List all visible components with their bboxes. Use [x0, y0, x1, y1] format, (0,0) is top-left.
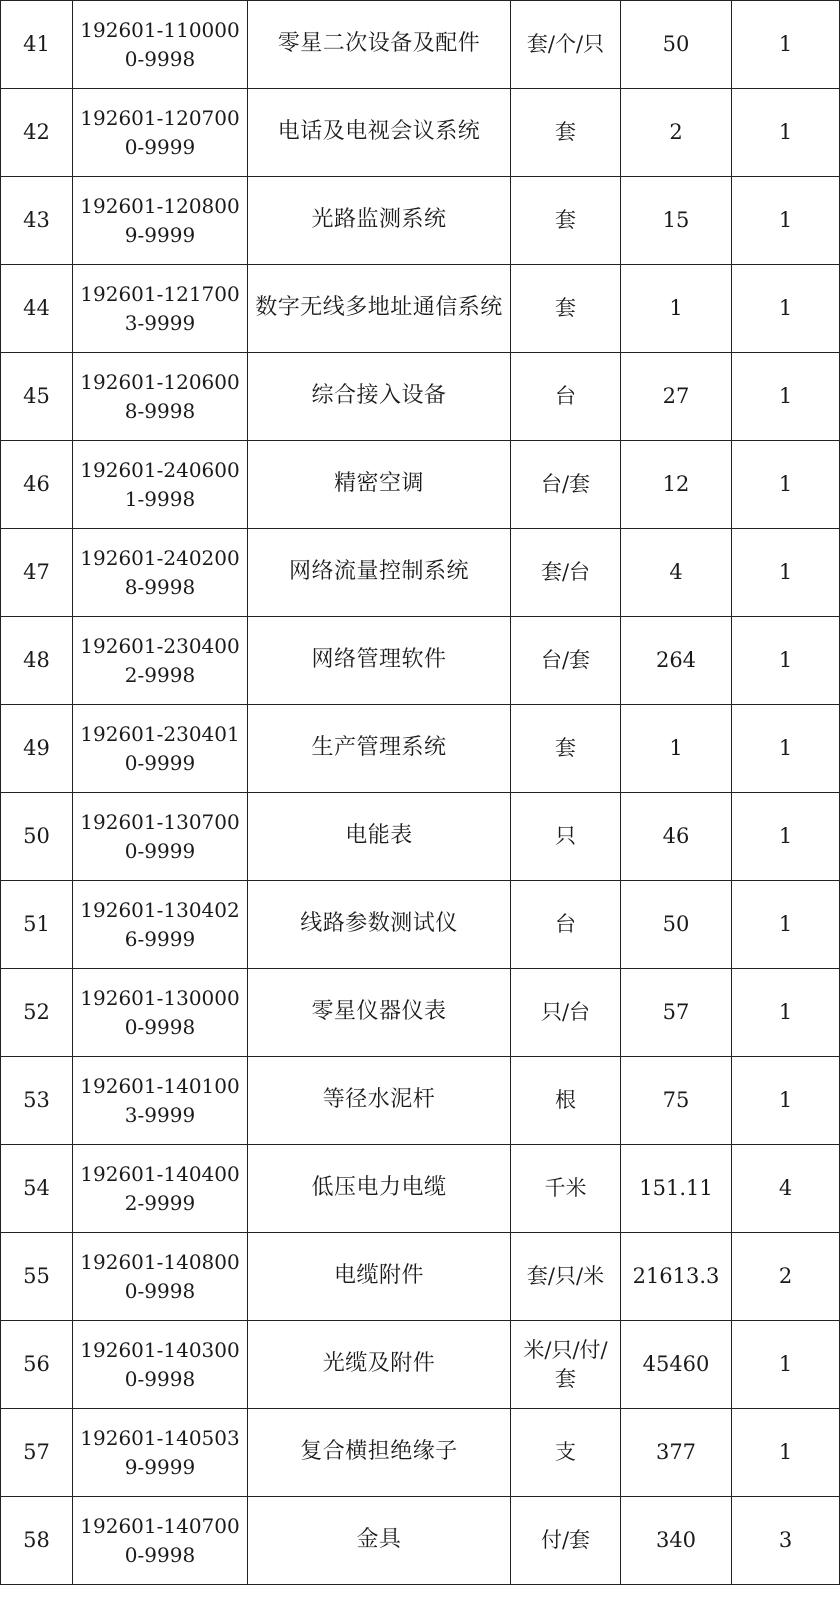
unit-cell: 只/台 [511, 969, 621, 1057]
row-number-cell: 41 [1, 1, 73, 89]
unit-cell: 台/套 [511, 441, 621, 529]
row-number-cell: 47 [1, 529, 73, 617]
table-row [1, 265, 840, 353]
quantity-cell: 57 [621, 969, 732, 1057]
material-name-cell: 电话及电视会议系统 [248, 89, 511, 177]
lot-count-cell: 1 [732, 1057, 840, 1145]
table-row [1, 441, 840, 529]
row-number-cell: 43 [1, 177, 73, 265]
material-name-cell: 等径水泥杆 [248, 1057, 511, 1145]
row-number-cell: 58 [1, 1497, 73, 1585]
lot-count-cell: 1 [732, 969, 840, 1057]
table-row [1, 881, 840, 969]
unit-cell: 套/台 [511, 529, 621, 617]
row-number-cell: 46 [1, 441, 73, 529]
material-code-cell: 192601-1307000-9999 [73, 793, 248, 881]
material-name-cell: 数字无线多地址通信系统 [248, 265, 511, 353]
material-code-cell: 192601-1100000-9998 [73, 1, 248, 89]
unit-cell: 套 [511, 177, 621, 265]
material-code-cell: 192601-1403000-9998 [73, 1321, 248, 1409]
material-name-cell: 零星仪器仪表 [248, 969, 511, 1057]
material-name-cell: 电能表 [248, 793, 511, 881]
material-code-cell: 192601-1217003-9999 [73, 265, 248, 353]
material-name-cell: 电缆附件 [248, 1233, 511, 1321]
table-row [1, 1321, 840, 1409]
material-code-cell: 192601-1401003-9999 [73, 1057, 248, 1145]
material-name-cell: 光缆及附件 [248, 1321, 511, 1409]
lot-count-cell: 1 [732, 177, 840, 265]
quantity-cell: 15 [621, 177, 732, 265]
quantity-cell: 1 [621, 705, 732, 793]
quantity-cell: 12 [621, 441, 732, 529]
lot-count-cell: 1 [732, 529, 840, 617]
unit-cell: 套/个/只 [511, 1, 621, 89]
table-row [1, 1409, 840, 1497]
table-row [1, 1, 840, 89]
lot-count-cell: 1 [732, 441, 840, 529]
material-code-cell: 192601-1407000-9998 [73, 1497, 248, 1585]
table-row [1, 89, 840, 177]
lot-count-cell: 1 [732, 705, 840, 793]
material-name-cell: 精密空调 [248, 441, 511, 529]
lot-count-cell: 2 [732, 1233, 840, 1321]
lot-count-cell: 3 [732, 1497, 840, 1585]
table-row [1, 1145, 840, 1233]
row-number-cell: 54 [1, 1145, 73, 1233]
row-number-cell: 53 [1, 1057, 73, 1145]
material-name-cell: 光路监测系统 [248, 177, 511, 265]
row-number-cell: 57 [1, 1409, 73, 1497]
row-number-cell: 42 [1, 89, 73, 177]
row-number-cell: 51 [1, 881, 73, 969]
quantity-cell: 45460 [621, 1321, 732, 1409]
table-row [1, 529, 840, 617]
unit-cell: 套/只/米 [511, 1233, 621, 1321]
table-row [1, 705, 840, 793]
quantity-cell: 4 [621, 529, 732, 617]
material-code-cell: 192601-1207000-9999 [73, 89, 248, 177]
unit-cell: 台 [511, 881, 621, 969]
material-name-cell: 生产管理系统 [248, 705, 511, 793]
lot-count-cell: 1 [732, 1321, 840, 1409]
unit-cell: 千米 [511, 1145, 621, 1233]
material-code-cell: 192601-2406001-9998 [73, 441, 248, 529]
material-name-cell: 线路参数测试仪 [248, 881, 511, 969]
material-name-cell: 金具 [248, 1497, 511, 1585]
unit-cell: 米/只/付/套 [511, 1321, 621, 1409]
row-number-cell: 52 [1, 969, 73, 1057]
lot-count-cell: 4 [732, 1145, 840, 1233]
quantity-cell: 1 [621, 265, 732, 353]
quantity-cell: 50 [621, 1, 732, 89]
material-code-cell: 192601-1208009-9999 [73, 177, 248, 265]
lot-count-cell: 1 [732, 89, 840, 177]
lot-count-cell: 1 [732, 1409, 840, 1497]
lot-count-cell: 1 [732, 617, 840, 705]
material-code-cell: 192601-2304002-9998 [73, 617, 248, 705]
row-number-cell: 49 [1, 705, 73, 793]
material-code-cell: 192601-1304026-9999 [73, 881, 248, 969]
table-body [1, 1, 840, 1585]
material-code-cell: 192601-1300000-9998 [73, 969, 248, 1057]
material-name-cell: 网络管理软件 [248, 617, 511, 705]
quantity-cell: 377 [621, 1409, 732, 1497]
lot-count-cell: 1 [732, 881, 840, 969]
row-number-cell: 44 [1, 265, 73, 353]
material-name-cell: 零星二次设备及配件 [248, 1, 511, 89]
unit-cell: 台/套 [511, 617, 621, 705]
table-row [1, 353, 840, 441]
unit-cell: 套 [511, 89, 621, 177]
lot-count-cell: 1 [732, 353, 840, 441]
material-code-cell: 192601-1405039-9999 [73, 1409, 248, 1497]
row-number-cell: 56 [1, 1321, 73, 1409]
table-row [1, 1497, 840, 1585]
material-code-cell: 192601-1408000-9998 [73, 1233, 248, 1321]
quantity-cell: 340 [621, 1497, 732, 1585]
material-code-cell: 192601-2304010-9999 [73, 705, 248, 793]
material-name-cell: 网络流量控制系统 [248, 529, 511, 617]
material-name-cell: 低压电力电缆 [248, 1145, 511, 1233]
table-row [1, 617, 840, 705]
material-code-cell: 192601-1404002-9999 [73, 1145, 248, 1233]
table-row [1, 793, 840, 881]
row-number-cell: 50 [1, 793, 73, 881]
table-row [1, 177, 840, 265]
unit-cell: 套 [511, 705, 621, 793]
quantity-cell: 50 [621, 881, 732, 969]
table-row [1, 969, 840, 1057]
unit-cell: 台 [511, 353, 621, 441]
quantity-cell: 151.11 [621, 1145, 732, 1233]
row-number-cell: 45 [1, 353, 73, 441]
quantity-cell: 2 [621, 89, 732, 177]
row-number-cell: 55 [1, 1233, 73, 1321]
unit-cell: 套 [511, 265, 621, 353]
table-row [1, 1233, 840, 1321]
unit-cell: 根 [511, 1057, 621, 1145]
quantity-cell: 27 [621, 353, 732, 441]
unit-cell: 付/套 [511, 1497, 621, 1585]
material-code-cell: 192601-1206008-9998 [73, 353, 248, 441]
table-row [1, 1057, 840, 1145]
lot-count-cell: 1 [732, 793, 840, 881]
material-code-cell: 192601-2402008-9998 [73, 529, 248, 617]
row-number-cell: 48 [1, 617, 73, 705]
material-name-cell: 综合接入设备 [248, 353, 511, 441]
unit-cell: 支 [511, 1409, 621, 1497]
material-name-cell: 复合横担绝缘子 [248, 1409, 511, 1497]
lot-count-cell: 1 [732, 1, 840, 89]
lot-count-cell: 1 [732, 265, 840, 353]
quantity-cell: 21613.3 [621, 1233, 732, 1321]
unit-cell: 只 [511, 793, 621, 881]
quantity-cell: 75 [621, 1057, 732, 1145]
quantity-cell: 46 [621, 793, 732, 881]
quantity-cell: 264 [621, 617, 732, 705]
